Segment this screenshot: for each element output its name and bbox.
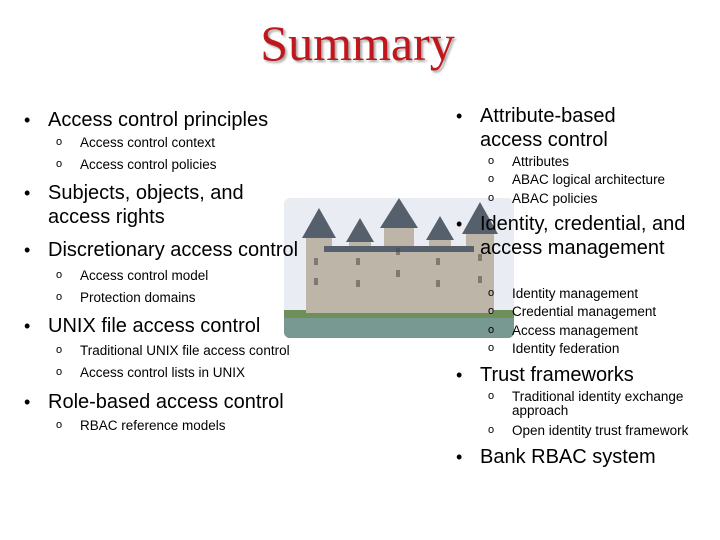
bullet-label: Role-based access control — [48, 391, 284, 413]
sub-bullet — [22, 290, 380, 306]
bullet-attribute-based-access-control — [454, 104, 650, 152]
sub-bullet-label: Access control policies — [80, 157, 217, 172]
bullet-label: Subjects, objects, and access rights — [48, 182, 244, 228]
bullet-label: UNIX file access control — [48, 315, 261, 337]
bullet-label: Discretionary access control — [48, 239, 299, 261]
sub-bullet — [454, 154, 720, 170]
sub-bullet — [454, 304, 720, 320]
sub-bullet-label: Protection domains — [80, 290, 196, 305]
bullet-unix-file-access-control — [22, 314, 348, 338]
sub-bullet — [454, 172, 720, 188]
sub-bullet-label: Traditional identity exchange approach — [512, 389, 684, 418]
sub-bullet-label: Access control model — [80, 268, 209, 283]
sub-bullet — [454, 323, 720, 339]
bullet-label: Identity, credential, and access management — [480, 213, 686, 259]
sub-bullet — [22, 343, 410, 359]
sub-bullet — [454, 341, 720, 357]
sub-bullet-label: Access control context — [80, 135, 216, 150]
sub-bullet — [454, 191, 720, 207]
sub-bullet — [454, 423, 712, 439]
bullet-label: Bank RBAC system — [480, 446, 656, 468]
sub-bullet-label: Identity management — [512, 286, 639, 301]
sub-bullet-label: ABAC policies — [512, 191, 598, 206]
sub-bullet — [22, 268, 380, 284]
sub-bullet-label: Identity federation — [512, 341, 620, 356]
sub-bullet-label: Credential management — [512, 304, 657, 319]
sub-bullet-label: Traditional UNIX file access control — [80, 343, 290, 358]
sub-bullet — [22, 365, 410, 381]
bullet-role-based-access-control — [22, 390, 378, 414]
bullet-discretionary-access-control — [22, 238, 368, 262]
sub-bullet-label: Access control lists in UNIX — [80, 365, 246, 380]
bullet-subjects-objects — [22, 181, 298, 229]
bullet-bank-rbac-system — [454, 445, 710, 469]
sub-bullet-label: Access management — [512, 323, 639, 338]
bullet-label: Trust frameworks — [480, 364, 634, 386]
bullet-label: Access control principles — [48, 109, 269, 131]
sub-bullet — [22, 157, 380, 173]
sub-bullet-label: ABAC logical architecture — [512, 172, 666, 187]
sub-bullet-label: Attributes — [512, 154, 570, 169]
bullet-trust-frameworks — [454, 363, 710, 387]
bullet-identity-credential-access-management — [454, 212, 710, 260]
bullet-label: Attribute-based access control — [480, 105, 616, 151]
sub-bullet — [454, 286, 720, 302]
sub-bullet-label: Open identity trust framework — [512, 423, 689, 438]
slide-title: Summary — [260, 15, 455, 71]
sub-bullet — [454, 390, 692, 418]
sub-bullet — [22, 418, 380, 434]
sub-bullet-label: RBAC reference models — [80, 418, 226, 433]
bullet-access-control-principles — [22, 108, 348, 132]
sub-bullet — [22, 135, 380, 151]
